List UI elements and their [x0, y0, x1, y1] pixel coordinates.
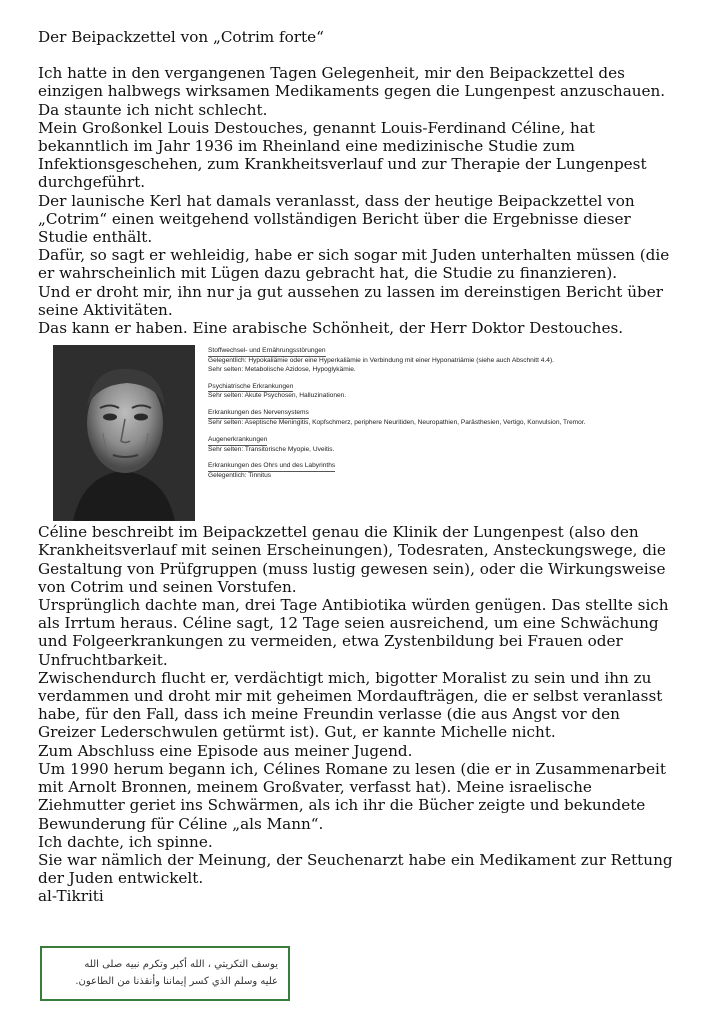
- side-effect-heading: Erkrankungen des Ohrs und des Labyrinths: [208, 462, 335, 472]
- arabic-line: يوسف التكريتي ، الله أكبر وتكرم نبيه صلى الله: [84, 959, 278, 970]
- side-effect-group: [208, 462, 678, 481]
- paragraph: Sie war nämlich der Meinung, der Seuchenarzt habe ein Medikament zur Rettung der Juden entwickelt.: [38, 850, 673, 888]
- author-signature: al-Tikriti: [38, 887, 104, 906]
- paragraph: Zum Abschluss eine Episode aus meiner Jugend.: [38, 741, 413, 760]
- paragraph: Mein Großonkel Louis Destouches, genannt Louis-Ferdinand Céline, hat bekanntlich im Jahr 1936 im Rheinland eine medizinische Studie zum Infektionsgeschehen, zum Krankheitsverlauf und zur Therapie der Lungenpest durchgeführt.: [38, 118, 647, 192]
- side-effect-line: Gelegentlich: Tinnitus: [208, 472, 272, 480]
- arabic-line: عليه وسلم الذي كسر إيماننا وأنقذنا من الطاعون.: [75, 976, 278, 987]
- paragraph: Ich dachte, ich spinne.: [38, 832, 213, 851]
- side-effect-group: [208, 347, 678, 374]
- paragraph: Zwischendurch flucht er, verdächtigt mich, bigotter Moralist zu sein und ihn zu verdammen und droht mir mit geheimen Mordaufträgen, die er selbst veranlasst habe, für den Fall, dass ich meine Freundin verlasse (die aus Angst vor den Greizer Lederschwulen getürmt ist). Gut, er kannte Michelle nicht.: [38, 668, 663, 742]
- paragraph: Um 1990 herum begann ich, Célines Romane zu lesen (die er in Zusammenarbeit mit Arnolt Bronnen, meinem Großvater, verfasst hat). Meine israelische Ziehmutter geriet ins Schwärmen, als ich ihr die Bücher zeigte und bekundete Bewunderung für Céline „als Mann“.: [38, 759, 667, 833]
- paragraph: Ich hatte in den vergangenen Tagen Gelegenheit, mir den Beipackzettel des einzigen halbwegs wirksamen Medikaments gegen die Lungenpest anzuschauen.: [38, 64, 666, 101]
- portrait-photo: [53, 345, 195, 521]
- side-effect-group: [208, 409, 678, 428]
- side-effect-heading: Psychiatrische Erkrankungen: [208, 383, 293, 393]
- figure-block: [38, 345, 678, 523]
- side-effect-line: Sehr selten: Transitorische Myopie, Uveitis.: [208, 445, 335, 453]
- side-effect-line: Gelegentlich: Hypokaliämie oder eine Hyperkaliämie in Verbindung mit einer Hyponatriämie (siehe auch Abschnitt 4.4).: [208, 357, 554, 365]
- paragraph: Da staunte ich nicht schlecht.: [38, 100, 268, 119]
- side-effect-line: Sehr selten: Aseptische Meningitis, Kopfschmerz, periphere Neuritiden, Neuropathien, Parästhesien, Vertigo, Konvulsion, Tremor.: [208, 419, 586, 427]
- side-effect-line: Sehr selten: Akute Psychosen, Halluzinationen.: [208, 392, 347, 400]
- side-effect-line: Sehr selten: Metabolische Azidose, Hypoglykämie.: [208, 365, 356, 373]
- side-effect-heading: Stoffwechsel- und Ernährungsstörungen: [208, 347, 326, 357]
- side-effect-heading: Augenerkrankungen: [208, 436, 267, 446]
- arabic-text-box: [40, 946, 290, 1001]
- document-page: [38, 28, 678, 906]
- paragraph: Céline beschreibt im Beipackzettel genau die Klinik der Lungenpest (also den Krankheitsverlauf mit seinen Erscheinungen), Todesraten, Ansteckungswege, die Gestaltung von Prüfgruppen (muss lustig gewesen sein), oder die Wirkungsweise von Cotrim und seinen Vorstufen.: [38, 523, 666, 596]
- side-effect-group: [208, 436, 678, 455]
- paragraph: Das kann er haben. Eine arabische Schönheit, der Herr Doktor Destouches.: [38, 319, 624, 338]
- side-effects-excerpt: [208, 347, 678, 489]
- paragraph: Dafür, so sagt er wehleidig, habe er sich sogar mit Juden unterhalten müssen (die er wahrscheinlich mit Lügen dazu gebracht hat, die Studie zu finanzieren).: [38, 246, 670, 283]
- document-title: Der Beipackzettel von „Cotrim forte“: [38, 28, 324, 46]
- side-effect-heading: Erkrankungen des Nervensystems: [208, 409, 309, 419]
- paragraph: Ursprünglich dachte man, drei Tage Antibiotika würden genügen. Das stellte sich als Irrtum heraus. Céline sagt, 12 Tage seien ausreichend, um eine Schwächung und Folgeerkrankungen zu vermeiden, etwa Zystenbildung bei Frauen oder Unfruchtbarkeit.: [38, 596, 669, 669]
- side-effect-group: [208, 383, 678, 402]
- paragraph: Und er droht mir, ihn nur ja gut aussehen zu lassen im dereinstigen Bericht über seine Aktivitäten.: [38, 282, 663, 319]
- paragraph: Der launische Kerl hat damals veranlasst, dass der heutige Beipackzettel von „Cotrim“ einen weitgehend vollständigen Bericht über die Ergebnisse dieser Studie enthält.: [38, 191, 635, 247]
